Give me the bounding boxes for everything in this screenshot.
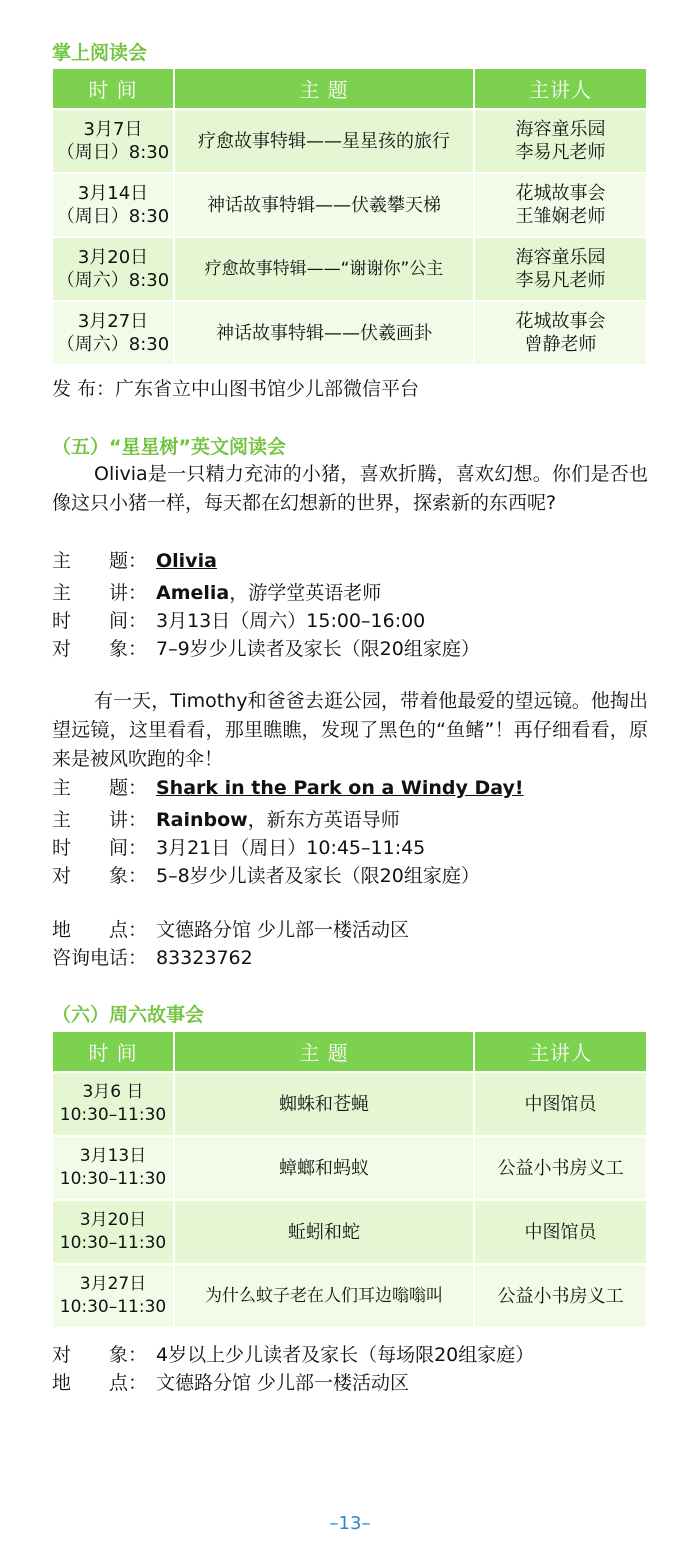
cell-topic: 疗愈故事特辑——星星孩的旅行 xyxy=(175,108,475,172)
header-topic: 主 题 xyxy=(175,69,475,108)
cell-topic: 蚯蚓和蛇 xyxy=(175,1199,475,1263)
table-row xyxy=(53,172,646,236)
event2-time-line: 时 间： 3月21日（周日）10:45–11:45 xyxy=(52,837,426,859)
table-header-row xyxy=(53,69,646,108)
cell-speaker: 公益小书房义工 xyxy=(475,1135,646,1199)
cell-topic: 疗愈故事特辑——“谢谢你”公主 xyxy=(175,236,475,300)
table-row xyxy=(53,300,646,364)
section-heading-palm-reading: 掌上阅读会 xyxy=(52,42,148,64)
cell-time: 3月6 日 10:30–11:30 xyxy=(53,1071,175,1135)
saturday-stories-schedule-table xyxy=(53,1032,646,1327)
table-row xyxy=(53,1199,646,1263)
event2-topic-line: 主 题： Shark in the Park on a Windy Day! xyxy=(52,777,524,799)
section-heading-english-reading: （五）“星星树”英文阅读会 xyxy=(52,436,286,458)
cell-topic: 蜘蛛和苍蝇 xyxy=(175,1071,475,1135)
cell-speaker: 海容童乐园 李易凡老师 xyxy=(475,236,646,300)
event2-speaker-line: 主 讲： Rainbow，新东方英语导师 xyxy=(52,809,400,831)
table-row xyxy=(53,1071,646,1135)
cell-time: 3月7日 （周日）8:30 xyxy=(53,108,175,172)
header-time: 时 间 xyxy=(53,69,175,108)
event1-audience-line: 对 象： 7–9岁少儿读者及家长（限20组家庭） xyxy=(52,638,480,660)
cell-time: 3月13日 10:30–11:30 xyxy=(53,1135,175,1199)
cell-time: 3月27日 （周六）8:30 xyxy=(53,300,175,364)
cell-time: 3月20日 10:30–11:30 xyxy=(53,1199,175,1263)
header-topic: 主 题 xyxy=(175,1032,475,1071)
table-row xyxy=(53,1263,646,1327)
event1-topic-line: 主 题： Olivia xyxy=(52,550,217,572)
event1-speaker-line: 主 讲： Amelia，游学堂英语老师 xyxy=(52,582,382,604)
cell-topic: 为什么蚊子老在人们耳边嗡嗡叫 xyxy=(175,1263,475,1327)
cell-topic: 蟑螂和蚂蚁 xyxy=(175,1135,475,1199)
cell-time: 3月20日 （周六）8:30 xyxy=(53,236,175,300)
publish-line: 发 布：广东省立中山图书馆少儿部微信平台 xyxy=(52,378,420,400)
table-row xyxy=(53,1135,646,1199)
saturday-audience-line: 对 象： 4岁以上少儿读者及家长（每场限20组家庭） xyxy=(52,1344,535,1366)
section-heading-saturday-stories: （六）周六故事会 xyxy=(52,1004,205,1026)
phone-line: 咨询电话： 83323762 xyxy=(52,947,253,969)
saturday-location-line: 地 点： 文德路分馆 少儿部一楼活动区 xyxy=(52,1372,410,1394)
cell-speaker: 中图馆员 xyxy=(475,1071,646,1135)
cell-speaker: 花城故事会 王雏娴老师 xyxy=(475,172,646,236)
event2-topic: Shark in the Park on a Windy Day! xyxy=(156,777,524,799)
palm-reading-schedule-table xyxy=(53,69,646,364)
event1-topic: Olivia xyxy=(156,550,217,572)
cell-time: 3月14日 （周日）8:30 xyxy=(53,172,175,236)
header-speaker: 主讲人 xyxy=(475,1032,646,1071)
table-row xyxy=(53,236,646,300)
location-line: 地 点： 文德路分馆 少儿部一楼活动区 xyxy=(52,919,410,941)
intro-paragraph-shark: 有一天，Timothy和爸爸去逛公园，带着他最爱的望远镜。他掏出望远镜，这里看看，那里瞧瞧，发现了黑色的“鱼鳍”！再仔细看看，原来是被风吹跑的伞！ xyxy=(52,690,648,770)
intro-paragraph-olivia: Olivia是一只精力充沛的小猪，喜欢折腾，喜欢幻想。你们是否也像这只小猪一样，每天都在幻想新的世界，探索新的东西呢? xyxy=(52,463,648,514)
table-header-row xyxy=(53,1032,646,1071)
header-speaker: 主讲人 xyxy=(475,69,646,108)
cell-speaker: 中图馆员 xyxy=(475,1199,646,1263)
cell-time: 3月27日 10:30–11:30 xyxy=(53,1263,175,1327)
cell-speaker: 公益小书房义工 xyxy=(475,1263,646,1327)
event1-time-line: 时 间： 3月13日（周六）15:00–16:00 xyxy=(52,610,426,632)
cell-speaker: 海容童乐园 李易凡老师 xyxy=(475,108,646,172)
cell-speaker: 花城故事会 曾静老师 xyxy=(475,300,646,364)
event2-audience-line: 对 象： 5–8岁少儿读者及家长（限20组家庭） xyxy=(52,865,480,887)
header-time: 时 间 xyxy=(53,1032,175,1071)
table-row xyxy=(53,108,646,172)
cell-topic: 神话故事特辑——伏羲画卦 xyxy=(175,300,475,364)
cell-topic: 神话故事特辑——伏羲攀天梯 xyxy=(175,172,475,236)
page-number: –13– xyxy=(329,1513,371,1534)
